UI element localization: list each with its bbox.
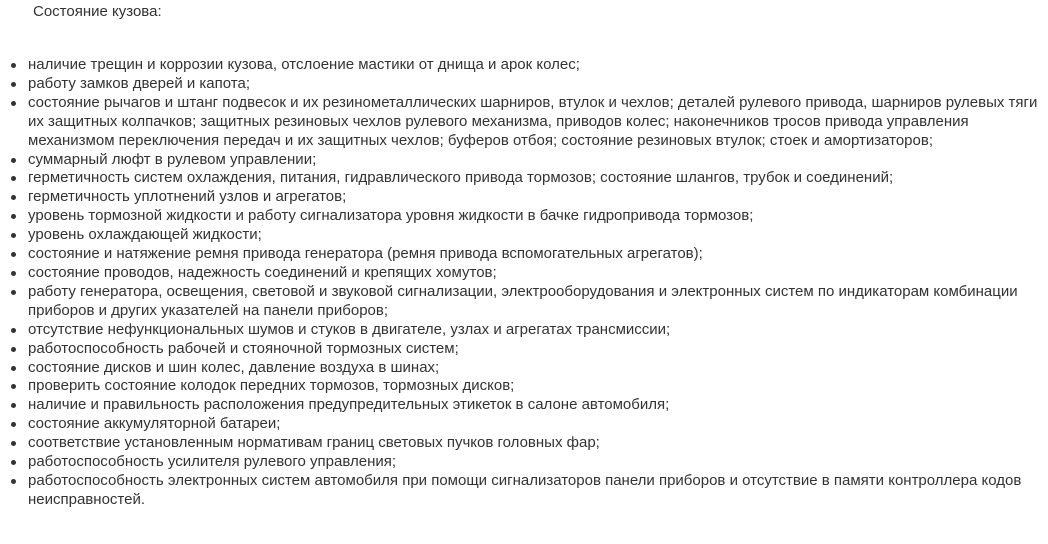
list-item: состояние рычагов и штанг подвесок и их резинометаллических шарниров, втулок и чехлов; деталей рулевого привода, шарниров рулевых тяги их защитных колпачков; защитных резиновых чехлов рулевого механизма, приводов колес; наконечников тросов привода управления механизмом переключения передач и их защитных чехлов; буферов отбоя; состояние резиновых втулок; стоек и амортизаторов; [28,94,1048,151]
list-item: состояние проводов, надежность соединений и крепящих хомутов; [28,264,1048,283]
list-item: герметичность систем охлаждения, питания, гидравлического привода тормозов; состояние шлангов, трубок и соединений; [28,169,1048,188]
list-item: суммарный люфт в рулевом управлении; [28,151,1048,170]
list-item: соответствие установленным нормативам границ световых пучков головных фар; [28,434,1048,453]
list-item: состояние дисков и шин колес, давление воздуха в шинах; [28,359,1048,378]
list-item: состояние и натяжение ремня привода генератора (ремня привода вспомогательных агрегатов); [28,245,1048,264]
list-item: работу замков дверей и капота; [28,75,1048,94]
section-heading: Состояние кузова: [33,3,162,20]
list-item: уровень охлаждающей жидкости; [28,226,1048,245]
inspection-checklist [0,56,1048,510]
list-item: состояние аккумуляторной батареи; [28,415,1048,434]
list-item: герметичность уплотнений узлов и агрегатов; [28,188,1048,207]
list-item: проверить состояние колодок передних тормозов, тормозных дисков; [28,377,1048,396]
list-item: наличие трещин и коррозии кузова, отслоение мастики от днища и арок колес; [28,56,1048,75]
list-item: работоспособность электронных систем автомобиля при помощи сигнализаторов панели приборов и отсутствие в памяти контроллера кодов неисправностей. [28,472,1048,510]
list-item: уровень тормозной жидкости и работу сигнализатора уровня жидкости в бачке гидропривода тормозов; [28,207,1048,226]
list-item: работу генератора, освещения, световой и звуковой сигнализации, электрооборудования и электронных систем по индикаторам комбинации приборов и других указателей на панели приборов; [28,283,1048,321]
list-item: работоспособность рабочей и стояночной тормозных систем; [28,340,1048,359]
list-item: работоспособность усилителя рулевого управления; [28,453,1048,472]
list-item: отсутствие нефункциональных шумов и стуков в двигателе, узлах и агрегатах трансмиссии; [28,321,1048,340]
list-item: наличие и правильность расположения предупредительных этикеток в салоне автомобиля; [28,396,1048,415]
